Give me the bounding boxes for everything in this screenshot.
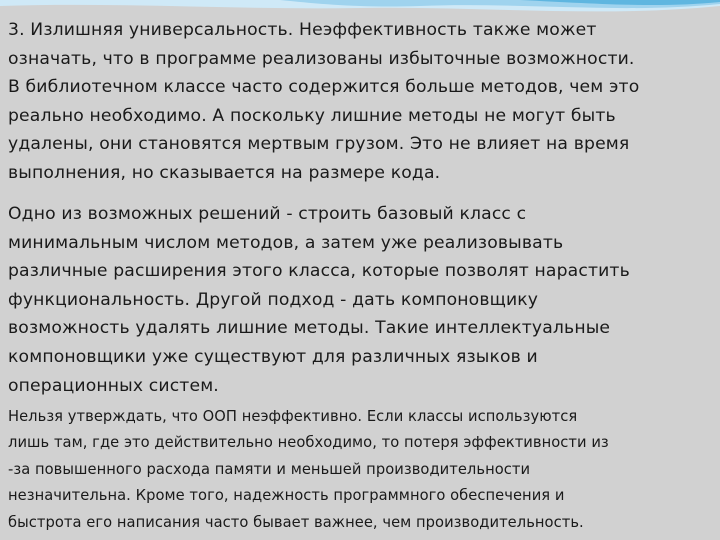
text-line: выполнения, но сказывается на размере кода. [8,162,441,183]
text-line: В библиотечном классе часто содержится больше методов, чем это [8,77,640,98]
text-line: -за повышенного расхода памяти и меньшей производительности [8,460,531,478]
paragraph-2 [8,200,630,400]
text-line: незначительна. Кроме того, надежность программного обеспечения и [8,487,565,505]
text-line: 3. Излишняя универсальность. Неэффективность также может [8,20,597,40]
text-line: минимальным числом методов, а затем уже реализовывать [8,232,564,253]
text-line: лишь там, где это действительно необходимо, то потеря эффективности из [8,434,609,452]
text-line: удалены, они становятся мертвым грузом. Это не влияет на время [8,134,630,155]
text-line: Одно из возможных решений - строить базовый класс с [8,204,527,224]
text-line: быстрота его написания часто бывает важнее, чем производительность. [8,513,584,531]
text-line: компоновщики уже существуют для различных языков и [8,346,538,367]
text-line: реально необходимо. А поскольку лишние методы не могут быть [8,105,616,126]
text-line: операционных систем. [8,375,219,396]
header-wave-decoration [0,0,720,40]
paragraph-1 [8,16,639,188]
paragraph-3 [8,404,609,536]
text-line: означать, что в программе реализованы избыточные возможности. [8,48,635,69]
text-line: Нельзя утверждать, что ООП неэффективно. Если классы используются [8,408,578,425]
text-line: функциональность. Другой подход - дать компоновщику [8,289,539,310]
text-line: различные расширения этого класса, которые позволят нарастить [8,261,630,282]
text-line: возможность удалять лишние методы. Такие интеллектуальные [8,318,611,339]
